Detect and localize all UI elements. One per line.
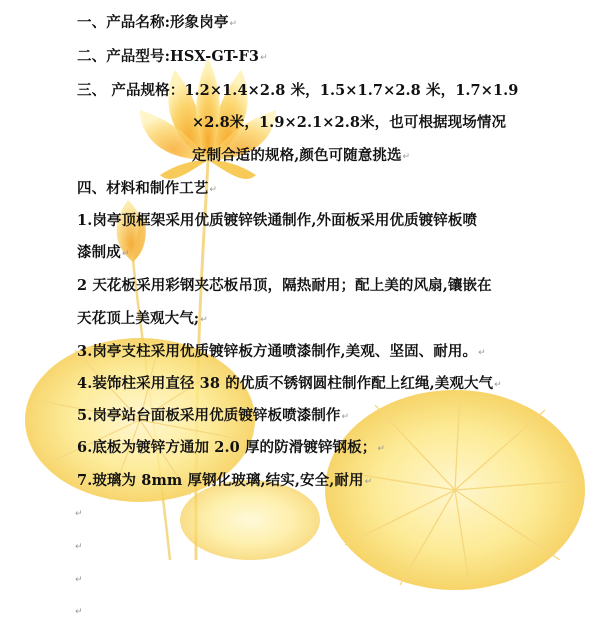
heading-product-model: 二、产品型号:HSX-GT-F3↵ [77, 48, 268, 65]
heading-product-spec: 三、 产品规格：1.2×1.4×2.8 米，1.5×1.7×2.8 米，1.7×1.9 [77, 82, 519, 99]
empty-paragraph [74, 602, 83, 619]
item-1-line-2: 漆制成↵ [77, 244, 130, 261]
paragraph-mark-icon: ↵ [260, 53, 268, 63]
spec-line-3: 定制合适的规格,颜色可随意挑选↵ [192, 147, 411, 164]
paragraph-mark-icon: ↵ [209, 185, 218, 195]
paragraph-mark-icon: ↵ [229, 19, 238, 29]
item-3: 3.岗亭支柱采用优质镀锌板方通喷漆制作,美观、坚固、耐用。↵ [77, 343, 486, 360]
heading-materials: 四、材料和制作工艺↵ [77, 180, 218, 197]
paragraph-mark-icon: ↵ [75, 542, 83, 552]
paragraph-mark-icon: ↵ [402, 152, 411, 162]
paragraph-mark-icon: ↵ [75, 607, 83, 617]
paragraph-mark-icon: ↵ [377, 444, 386, 454]
lotus-leaf-right [325, 390, 585, 590]
paragraph-mark-icon: ↵ [494, 380, 502, 390]
empty-paragraph [74, 570, 83, 587]
item-1-line-1: 1.岗亭顶框架采用优质镀锌铁通制作,外面板采用优质镀锌板喷 [77, 212, 478, 229]
item-2-line-1: 2 天花板采用彩钢夹芯板吊顶，隔热耐用；配上美的风扇,镶嵌在 [77, 277, 492, 294]
spec-line-2: ×2.8米，1.9×2.1×2.8米，也可根据现场情况 [192, 114, 507, 131]
paragraph-mark-icon: ↵ [75, 509, 83, 519]
item-4: 4.装饰柱采用直径 38 的优质不锈钢圆柱制作配上红绳,美观大气↵ [77, 375, 502, 392]
empty-paragraph [74, 504, 83, 521]
paragraph-mark-icon: ↵ [75, 575, 83, 585]
item-5: 5.岗亭站台面板采用优质镀锌板喷漆制作↵ [77, 407, 350, 424]
lotus-leaf-small [180, 480, 320, 560]
paragraph-mark-icon: ↵ [341, 412, 350, 422]
item-2-line-2: 天花顶上美观大气;↵ [77, 310, 208, 327]
empty-paragraph [74, 537, 83, 554]
paragraph-mark-icon: ↵ [364, 477, 373, 487]
heading-product-name: 一、产品名称:形象岗亭↵ [77, 14, 238, 31]
paragraph-mark-icon: ↵ [121, 249, 130, 259]
paragraph-mark-icon: ↵ [200, 315, 208, 325]
item-7: 7.玻璃为 8mm 厚钢化玻璃,结实,安全,耐用↵ [77, 472, 373, 489]
item-6: 6.底板为镀锌方通加 2.0 厚的防滑镀锌钢板；↵ [77, 439, 386, 456]
paragraph-mark-icon: ↵ [478, 348, 486, 358]
